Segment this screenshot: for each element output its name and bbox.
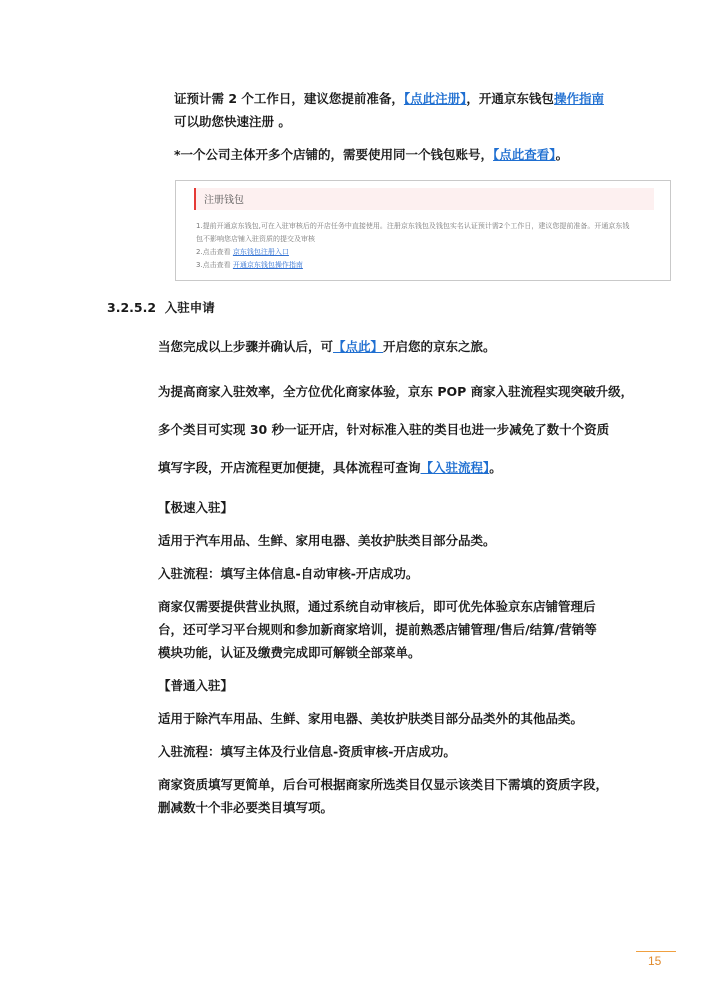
intro-text-mid: ，开通京东钱包 (466, 91, 554, 106)
fast-line: 台，还可学习平台规则和参加新商家培训，提前熟悉店铺管理/售后/结算/营销等 (158, 622, 597, 637)
normal-line: 商家资质填写更简单，后台可根据商家所选类目仅显示该类目下需填的资质字段， (158, 777, 609, 792)
operation-guide-link[interactable]: 操作指南 (553, 91, 604, 106)
normal-line: 删减数十个非必要类目填写项。 (158, 800, 334, 815)
fast-line: 适用于汽车用品、生鲜、家用电器、美妆护肤类目部分品类。 (158, 533, 496, 548)
wallet-box-text: 2.点击查看 (196, 248, 233, 256)
normal-heading: 【普通入驻】 (158, 678, 234, 693)
body-text: 当您完成以上步骤并确认后，可 (158, 339, 334, 354)
wallet-box-line: 1.提前开通京东钱包,可在入驻审核后的开店任务中直接使用。注册京东钱包及钱包实名认证预计需2个工作日，建议您提前准备。开通京东钱 (196, 222, 630, 230)
fast-line: 入驻流程：填写主体信息-自动审核-开店成功。 (158, 566, 419, 581)
normal-line: 入驻流程：填写主体及行业信息-资质审核-开店成功。 (158, 744, 456, 759)
wallet-guide-link[interactable]: 开通京东钱包操作指南 (232, 261, 303, 269)
page-number: 15 (648, 954, 662, 968)
footer-rule (636, 951, 676, 952)
note-end: 。 (555, 147, 569, 162)
wallet-box-text: 3.点击查看 (196, 261, 233, 269)
view-link[interactable]: 【点此查看】 (493, 147, 556, 162)
note-text: *一个公司主体开多个店铺的，需要使用同一个钱包账号， (174, 147, 494, 162)
body-p1 (158, 338, 496, 356)
section-number: 3.2.5.2 (107, 300, 157, 315)
normal-line: 适用于除汽车用品、生鲜、家用电器、美妆护肤类目部分品类外的其他品类。 (158, 711, 584, 726)
wallet-box-title: 注册钱包 (204, 195, 244, 206)
intro-line-2: 可以助您快速注册 。 (174, 114, 291, 129)
body-p2-line2: 多个类目可实现 30 秒一证开店，针对标准入驻的类目也进一步减免了数十个资质 (158, 422, 610, 437)
fast-line: 商家仅需要提供营业执照，通过系统自动审核后，即可优先体验京东店铺管理后 (158, 599, 596, 614)
fast-line: 模块功能，认证及缴费完成即可解锁全部菜单。 (158, 645, 421, 660)
wallet-box-header (194, 188, 654, 210)
body-text: 开启您的京东之旅。 (383, 339, 496, 354)
start-link[interactable]: 【点此】 (333, 339, 384, 354)
body-p2-line1: 为提高商家入驻效率，全方位优化商家体验，京东 POP 商家入驻流程实现突破升级， (158, 384, 634, 399)
intro-text: 证预计需 2 个工作日，建议您提前准备， (174, 91, 404, 106)
wallet-register-entry-link[interactable]: 京东钱包注册入口 (232, 248, 289, 256)
section-heading (107, 299, 215, 317)
body-p2-line3 (158, 459, 502, 477)
onboarding-flow-link[interactable]: 【入驻流程】 (420, 460, 490, 475)
wallet-register-screenshot (175, 180, 671, 281)
fast-heading: 【极速入驻】 (158, 500, 234, 515)
intro-line-1 (174, 90, 604, 108)
wallet-box-line: 包不影响您店铺入驻资质的提交及审核 (196, 235, 315, 243)
wallet-box-line (196, 247, 289, 257)
body-text: 。 (489, 460, 502, 475)
wallet-box-line (196, 260, 303, 270)
body-text: 填写字段，开店流程更加便捷，具体流程可查询 (158, 460, 421, 475)
register-link[interactable]: 【点此注册】 (403, 91, 467, 106)
multi-store-note (174, 146, 568, 164)
section-title: 入驻申请 (164, 300, 215, 315)
